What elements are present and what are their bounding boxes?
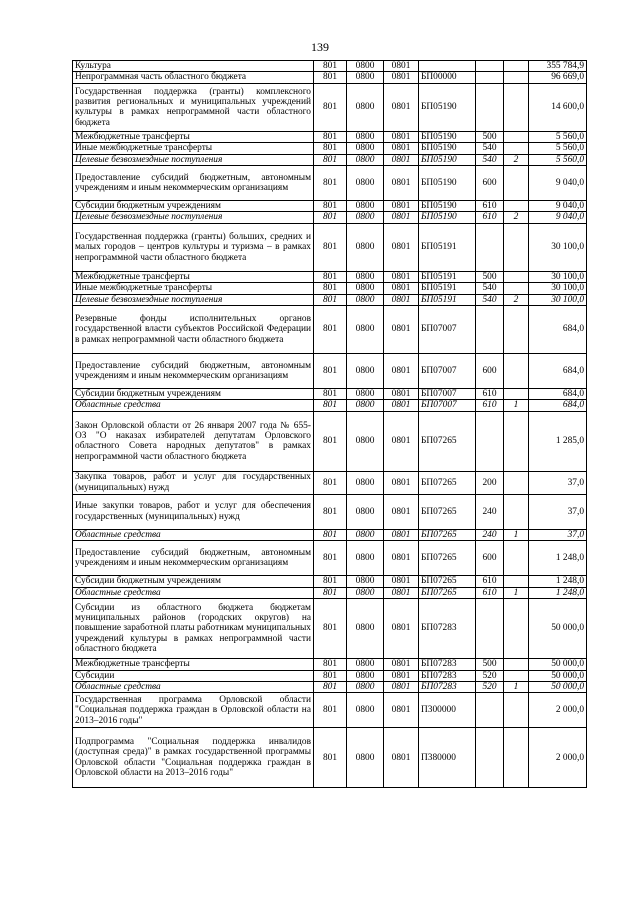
row-subsection-cell: 0801 [384, 83, 419, 131]
row-sum-cell: 37,0 [529, 471, 587, 494]
row-sum-cell: 5 560,0 [529, 131, 587, 142]
row-expense-type-cell [476, 693, 504, 728]
row-admin-code-cell: 801 [314, 283, 347, 294]
row-expense-type-cell [476, 223, 504, 271]
row-admin-code-cell: 801 [314, 354, 347, 389]
row-name-cell: Непрограммная часть областного бюджета [73, 72, 314, 83]
row-section-cell: 0800 [347, 154, 384, 165]
row-expense-type-cell: 240 [476, 494, 504, 529]
row-expense-type-cell [476, 599, 504, 659]
row-sum-cell: 50 000,0 [529, 670, 587, 681]
row-sum-cell: 50 000,0 [529, 599, 587, 659]
row-sum-cell: 684,0 [529, 389, 587, 400]
row-funding-source-cell: 1 [504, 529, 529, 540]
row-subsection-cell: 0801 [384, 541, 419, 576]
table-row [73, 471, 587, 494]
row-name-cell: Иные межбюджетные трансферты [73, 283, 314, 294]
row-target-article-cell: БП05190 [419, 143, 476, 154]
row-target-article-cell: БП07265 [419, 471, 476, 494]
row-expense-type-cell: 540 [476, 143, 504, 154]
row-name-cell: Иные межбюджетные трансферты [73, 143, 314, 154]
row-target-article-cell: БП07265 [419, 411, 476, 471]
row-section-cell: 0800 [347, 400, 384, 411]
table-row [73, 587, 587, 598]
row-sum-cell: 1 248,0 [529, 576, 587, 587]
row-target-article-cell: БП05190 [419, 83, 476, 131]
table-row [73, 659, 587, 670]
row-funding-source-cell [504, 61, 529, 72]
table-row [73, 61, 587, 72]
row-subsection-cell: 0801 [384, 411, 419, 471]
row-section-cell: 0800 [347, 212, 384, 223]
row-target-article-cell: БП05191 [419, 223, 476, 271]
row-target-article-cell: БП07283 [419, 670, 476, 681]
table-row [73, 212, 587, 223]
row-target-article-cell: БП05190 [419, 201, 476, 212]
row-expense-type-cell: 600 [476, 166, 504, 201]
row-section-cell: 0800 [347, 223, 384, 271]
row-target-article-cell: БП07283 [419, 659, 476, 670]
table-row [73, 201, 587, 212]
row-admin-code-cell: 801 [314, 681, 347, 692]
row-expense-type-cell [476, 61, 504, 72]
page-number: 139 [311, 40, 329, 54]
row-name-cell: Областные средства [73, 529, 314, 540]
row-target-article-cell: БП07265 [419, 529, 476, 540]
row-expense-type-cell: 520 [476, 670, 504, 681]
row-sum-cell: 684,0 [529, 306, 587, 354]
row-subsection-cell: 0801 [384, 670, 419, 681]
row-name-cell: Иные закупки товаров, работ и услуг для обеспечения государственных (муниципальных) нужд [73, 494, 314, 529]
row-subsection-cell: 0801 [384, 294, 419, 305]
row-funding-source-cell [504, 143, 529, 154]
row-name-cell: Государственная поддержка (гранты) больших, средних и малых городов – центров культуры и туризма – в рамках непрограммной части областного бюджета [73, 223, 314, 271]
table-row [73, 599, 587, 659]
row-sum-cell: 1 285,0 [529, 411, 587, 471]
row-target-article-cell: БП07283 [419, 681, 476, 692]
row-sum-cell: 1 248,0 [529, 541, 587, 576]
row-name-cell: Субсидии бюджетным учреждениям [73, 389, 314, 400]
row-admin-code-cell: 801 [314, 587, 347, 598]
row-admin-code-cell: 801 [314, 306, 347, 354]
row-admin-code-cell: 801 [314, 131, 347, 142]
row-section-cell: 0800 [347, 83, 384, 131]
row-subsection-cell: 0801 [384, 389, 419, 400]
row-admin-code-cell: 801 [314, 154, 347, 165]
row-expense-type-cell [476, 728, 504, 788]
row-name-cell: Культура [73, 61, 314, 72]
row-name-cell: Государственная поддержка (гранты) комплексного развития региональных и муниципальных учреждений культуры в рамках непрограммной части областного бюджета [73, 83, 314, 131]
row-expense-type-cell: 610 [476, 201, 504, 212]
row-funding-source-cell [504, 166, 529, 201]
row-admin-code-cell: 801 [314, 143, 347, 154]
row-target-article-cell: БП07265 [419, 576, 476, 587]
row-section-cell: 0800 [347, 271, 384, 282]
row-subsection-cell: 0801 [384, 400, 419, 411]
row-sum-cell: 9 040,0 [529, 201, 587, 212]
row-funding-source-cell: 1 [504, 400, 529, 411]
row-section-cell: 0800 [347, 411, 384, 471]
row-target-article-cell: П380000 [419, 728, 476, 788]
row-sum-cell: 37,0 [529, 494, 587, 529]
table-row [73, 271, 587, 282]
row-name-cell: Предоставление субсидий бюджетным, автономным учреждениям и иным некоммерческим организациям [73, 541, 314, 576]
row-sum-cell: 9 040,0 [529, 212, 587, 223]
row-section-cell: 0800 [347, 201, 384, 212]
table-row [73, 670, 587, 681]
row-section-cell: 0800 [347, 471, 384, 494]
row-sum-cell: 5 560,0 [529, 143, 587, 154]
row-expense-type-cell: 520 [476, 681, 504, 692]
row-expense-type-cell: 610 [476, 389, 504, 400]
row-section-cell: 0800 [347, 131, 384, 142]
row-subsection-cell: 0801 [384, 529, 419, 540]
row-admin-code-cell: 801 [314, 471, 347, 494]
row-admin-code-cell: 801 [314, 72, 347, 83]
row-sum-cell: 30 100,0 [529, 271, 587, 282]
row-target-article-cell: БП05191 [419, 271, 476, 282]
row-name-cell: Предоставление субсидий бюджетным, автономным учреждениям и иным некоммерческим организациям [73, 166, 314, 201]
row-sum-cell: 5 560,0 [529, 154, 587, 165]
row-admin-code-cell: 801 [314, 201, 347, 212]
row-admin-code-cell: 801 [314, 83, 347, 131]
row-target-article-cell: БП07265 [419, 587, 476, 598]
row-sum-cell: 2 000,0 [529, 728, 587, 788]
row-section-cell: 0800 [347, 693, 384, 728]
table-row [73, 72, 587, 83]
row-target-article-cell: БП05191 [419, 294, 476, 305]
row-funding-source-cell [504, 411, 529, 471]
row-section-cell: 0800 [347, 728, 384, 788]
row-section-cell: 0800 [347, 283, 384, 294]
row-expense-type-cell: 610 [476, 576, 504, 587]
row-funding-source-cell [504, 494, 529, 529]
row-name-cell: Резервные фонды исполнительных органов государственной власти субъектов Российской Федерации в рамках непрограммной части областного бюджета [73, 306, 314, 354]
row-expense-type-cell: 240 [476, 529, 504, 540]
table-row [73, 529, 587, 540]
row-admin-code-cell: 801 [314, 576, 347, 587]
row-funding-source-cell [504, 306, 529, 354]
row-section-cell: 0800 [347, 354, 384, 389]
row-name-cell: Закупка товаров, работ и услуг для государственных (муниципальных) нужд [73, 471, 314, 494]
row-sum-cell: 50 000,0 [529, 681, 587, 692]
row-admin-code-cell: 801 [314, 166, 347, 201]
row-target-article-cell: БП05190 [419, 212, 476, 223]
row-funding-source-cell: 2 [504, 294, 529, 305]
row-subsection-cell: 0801 [384, 693, 419, 728]
row-sum-cell: 50 000,0 [529, 659, 587, 670]
row-admin-code-cell: 801 [314, 599, 347, 659]
row-funding-source-cell [504, 354, 529, 389]
row-admin-code-cell: 801 [314, 670, 347, 681]
row-admin-code-cell: 801 [314, 223, 347, 271]
row-subsection-cell: 0801 [384, 271, 419, 282]
table-row [73, 166, 587, 201]
row-subsection-cell: 0801 [384, 354, 419, 389]
row-target-article-cell: БП05190 [419, 154, 476, 165]
table-row [73, 154, 587, 165]
row-subsection-cell: 0801 [384, 72, 419, 83]
row-funding-source-cell: 1 [504, 587, 529, 598]
row-funding-source-cell [504, 131, 529, 142]
row-expense-type-cell: 610 [476, 400, 504, 411]
row-section-cell: 0800 [347, 166, 384, 201]
row-section-cell: 0800 [347, 61, 384, 72]
row-name-cell: Межбюджетные трансферты [73, 131, 314, 142]
table-row [73, 131, 587, 142]
row-subsection-cell: 0801 [384, 61, 419, 72]
row-subsection-cell: 0801 [384, 599, 419, 659]
row-name-cell: Областные средства [73, 587, 314, 598]
table-row [73, 576, 587, 587]
row-funding-source-cell [504, 201, 529, 212]
row-section-cell: 0800 [347, 670, 384, 681]
row-expense-type-cell: 540 [476, 154, 504, 165]
row-admin-code-cell: 801 [314, 61, 347, 72]
row-name-cell: Целевые безвозмездные поступления [73, 212, 314, 223]
row-target-article-cell: БП05190 [419, 131, 476, 142]
row-subsection-cell: 0801 [384, 471, 419, 494]
row-section-cell: 0800 [347, 143, 384, 154]
row-expense-type-cell [476, 411, 504, 471]
row-subsection-cell: 0801 [384, 306, 419, 354]
row-funding-source-cell [504, 283, 529, 294]
row-section-cell: 0800 [347, 659, 384, 670]
row-subsection-cell: 0801 [384, 494, 419, 529]
row-funding-source-cell [504, 471, 529, 494]
row-sum-cell: 96 669,0 [529, 72, 587, 83]
row-expense-type-cell [476, 83, 504, 131]
row-target-article-cell: БП07265 [419, 494, 476, 529]
row-expense-type-cell: 600 [476, 354, 504, 389]
row-target-article-cell: БП07007 [419, 306, 476, 354]
row-name-cell: Субсидии [73, 670, 314, 681]
row-subsection-cell: 0801 [384, 131, 419, 142]
row-target-article-cell: БП05190 [419, 166, 476, 201]
row-section-cell: 0800 [347, 529, 384, 540]
row-subsection-cell: 0801 [384, 728, 419, 788]
row-expense-type-cell: 540 [476, 294, 504, 305]
row-target-article-cell: БП00000 [419, 72, 476, 83]
row-funding-source-cell [504, 670, 529, 681]
row-expense-type-cell: 540 [476, 283, 504, 294]
table-row [73, 400, 587, 411]
row-sum-cell: 684,0 [529, 400, 587, 411]
table-row [73, 283, 587, 294]
row-subsection-cell: 0801 [384, 681, 419, 692]
row-funding-source-cell [504, 271, 529, 282]
table-row [73, 294, 587, 305]
row-admin-code-cell: 801 [314, 411, 347, 471]
row-expense-type-cell [476, 72, 504, 83]
row-admin-code-cell: 801 [314, 728, 347, 788]
row-sum-cell: 1 248,0 [529, 587, 587, 598]
row-expense-type-cell: 500 [476, 271, 504, 282]
row-name-cell: Областные средства [73, 400, 314, 411]
row-section-cell: 0800 [347, 541, 384, 576]
row-subsection-cell: 0801 [384, 576, 419, 587]
table-row [73, 541, 587, 576]
table-row [73, 83, 587, 131]
row-funding-source-cell [504, 83, 529, 131]
row-expense-type-cell: 200 [476, 471, 504, 494]
row-section-cell: 0800 [347, 599, 384, 659]
row-funding-source-cell [504, 223, 529, 271]
budget-table-body [73, 61, 587, 788]
row-admin-code-cell: 801 [314, 389, 347, 400]
row-subsection-cell: 0801 [384, 223, 419, 271]
row-name-cell: Субсидии из областного бюджета бюджетам муниципальных районов (городских округов) на повышение заработной платы работникам муниципальных учреждений культуры в рамках непрограммной части областного бюджета [73, 599, 314, 659]
row-name-cell: Субсидии бюджетным учреждениям [73, 576, 314, 587]
row-section-cell: 0800 [347, 576, 384, 587]
row-funding-source-cell [504, 541, 529, 576]
budget-table [72, 60, 587, 788]
row-admin-code-cell: 801 [314, 494, 347, 529]
row-sum-cell: 9 040,0 [529, 166, 587, 201]
table-row [73, 494, 587, 529]
row-name-cell: Межбюджетные трансферты [73, 271, 314, 282]
row-admin-code-cell: 801 [314, 212, 347, 223]
row-sum-cell: 30 100,0 [529, 294, 587, 305]
row-name-cell: Областные средства [73, 681, 314, 692]
row-sum-cell: 14 600,0 [529, 83, 587, 131]
row-admin-code-cell: 801 [314, 529, 347, 540]
row-subsection-cell: 0801 [384, 659, 419, 670]
row-subsection-cell: 0801 [384, 201, 419, 212]
table-row [73, 354, 587, 389]
row-section-cell: 0800 [347, 494, 384, 529]
row-subsection-cell: 0801 [384, 154, 419, 165]
row-admin-code-cell: 801 [314, 693, 347, 728]
row-target-article-cell: БП07007 [419, 389, 476, 400]
row-target-article-cell: БП07007 [419, 354, 476, 389]
row-funding-source-cell [504, 389, 529, 400]
row-name-cell: Межбюджетные трансферты [73, 659, 314, 670]
row-admin-code-cell: 801 [314, 400, 347, 411]
table-row [73, 411, 587, 471]
row-section-cell: 0800 [347, 389, 384, 400]
row-name-cell: Государственная программа Орловской области "Социальная поддержка граждан в Орловской области на 2013–2016 годы" [73, 693, 314, 728]
row-name-cell: Предоставление субсидий бюджетным, автономным учреждениям и иным некоммерческим организациям [73, 354, 314, 389]
row-target-article-cell: П300000 [419, 693, 476, 728]
row-subsection-cell: 0801 [384, 283, 419, 294]
row-sum-cell: 355 784,9 [529, 61, 587, 72]
row-funding-source-cell [504, 576, 529, 587]
row-expense-type-cell: 610 [476, 212, 504, 223]
row-target-article-cell [419, 61, 476, 72]
row-admin-code-cell: 801 [314, 659, 347, 670]
row-subsection-cell: 0801 [384, 166, 419, 201]
row-expense-type-cell: 600 [476, 541, 504, 576]
row-name-cell: Закон Орловской области от 26 января 2007 года № 655-ОЗ "О наказах избирателей депутатам Орловского областного Совета народных депутатов" в рамках непрограммной части областного бюджета [73, 411, 314, 471]
row-sum-cell: 37,0 [529, 529, 587, 540]
row-name-cell: Целевые безвозмездные поступления [73, 154, 314, 165]
row-funding-source-cell: 2 [504, 154, 529, 165]
row-funding-source-cell [504, 728, 529, 788]
row-subsection-cell: 0801 [384, 143, 419, 154]
table-row [73, 681, 587, 692]
row-admin-code-cell: 801 [314, 541, 347, 576]
row-admin-code-cell: 801 [314, 271, 347, 282]
row-funding-source-cell [504, 72, 529, 83]
row-subsection-cell: 0801 [384, 212, 419, 223]
row-funding-source-cell [504, 599, 529, 659]
row-name-cell: Субсидии бюджетным учреждениям [73, 201, 314, 212]
row-expense-type-cell: 500 [476, 659, 504, 670]
row-name-cell: Подпрограмма "Социальная поддержка инвалидов (доступная среда)" в рамках государственной программы Орловской области "Социальная поддержка граждан в Орловской области на 2013–2016 годы" [73, 728, 314, 788]
row-funding-source-cell: 2 [504, 212, 529, 223]
table-row [73, 693, 587, 728]
row-funding-source-cell [504, 693, 529, 728]
row-section-cell: 0800 [347, 681, 384, 692]
row-expense-type-cell: 500 [476, 131, 504, 142]
row-expense-type-cell: 610 [476, 587, 504, 598]
row-name-cell: Целевые безвозмездные поступления [73, 294, 314, 305]
table-row [73, 223, 587, 271]
row-expense-type-cell [476, 306, 504, 354]
row-sum-cell: 2 000,0 [529, 693, 587, 728]
row-section-cell: 0800 [347, 587, 384, 598]
table-row [73, 306, 587, 354]
row-subsection-cell: 0801 [384, 587, 419, 598]
row-target-article-cell: БП05191 [419, 283, 476, 294]
row-section-cell: 0800 [347, 72, 384, 83]
table-row [73, 728, 587, 788]
row-section-cell: 0800 [347, 294, 384, 305]
row-target-article-cell: БП07007 [419, 400, 476, 411]
row-target-article-cell: БП07265 [419, 541, 476, 576]
row-section-cell: 0800 [347, 306, 384, 354]
row-funding-source-cell [504, 659, 529, 670]
row-target-article-cell: БП07283 [419, 599, 476, 659]
row-funding-source-cell: 1 [504, 681, 529, 692]
row-sum-cell: 30 100,0 [529, 223, 587, 271]
row-admin-code-cell: 801 [314, 294, 347, 305]
row-sum-cell: 684,0 [529, 354, 587, 389]
table-row [73, 389, 587, 400]
row-sum-cell: 30 100,0 [529, 283, 587, 294]
table-row [73, 143, 587, 154]
